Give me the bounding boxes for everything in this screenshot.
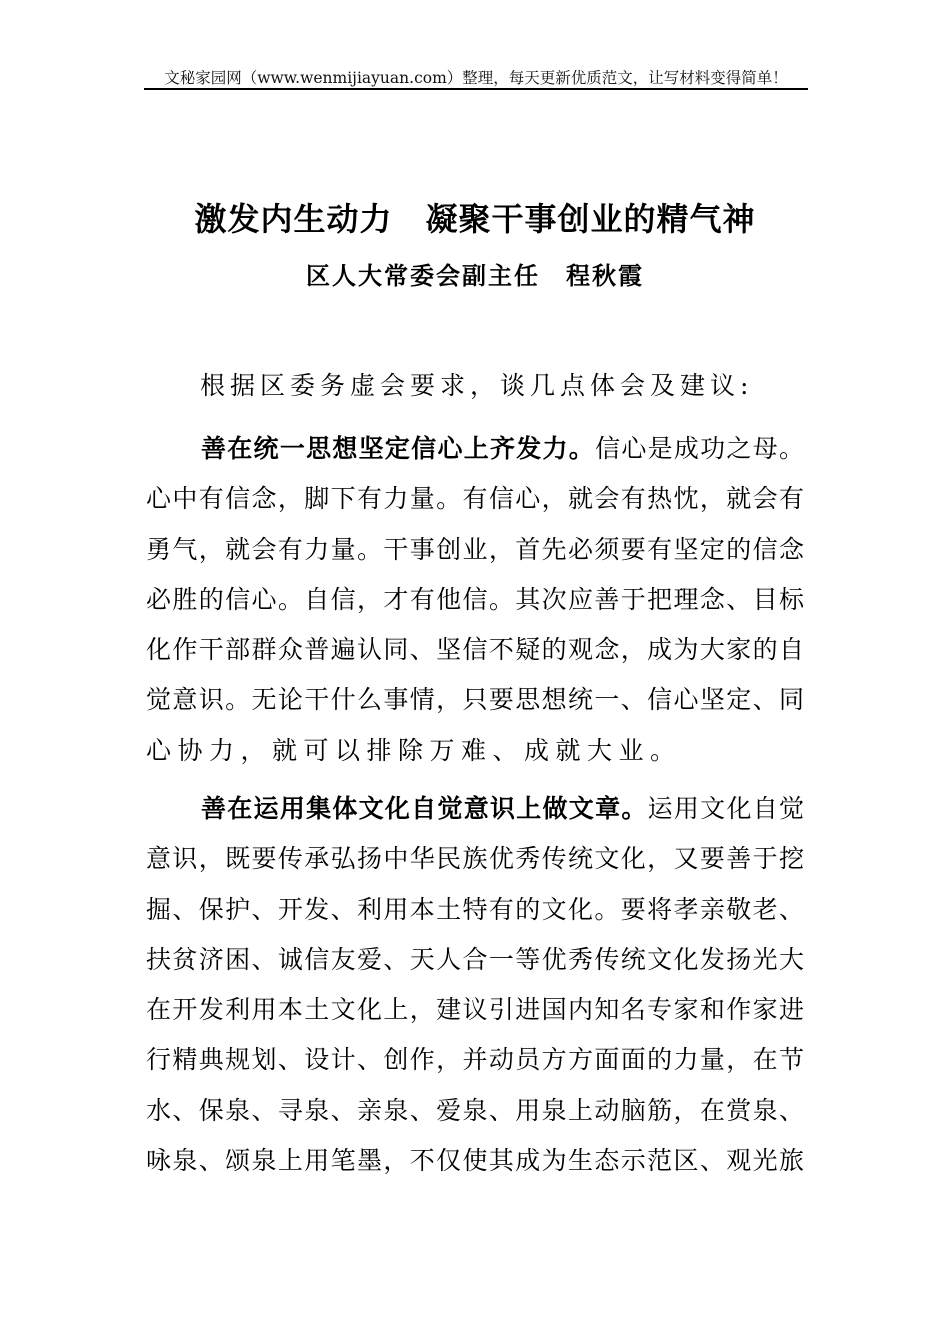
header-banner: 文秘家园网（www.wenmijiayuan.com）整理，每天更新优质范文，让写材料变得简单！ — [164, 69, 788, 87]
paragraph-first-line — [146, 424, 804, 474]
paragraph-first-line — [146, 784, 804, 834]
paragraph-text: 运用文化自觉 — [647, 794, 804, 823]
paragraph-line: 水、保泉、寻泉、亲泉、爱泉、用泉上动脑筋，在赏泉、 — [146, 1095, 804, 1125]
paragraph-line: 咏泉、颂泉上用笔墨，不仅使其成为生态示范区、观光旅 — [146, 1146, 804, 1176]
document-title: 激发内生动力 凝聚干事创业的精气神 — [194, 200, 756, 238]
document-byline: 区人大常委会副主任 程秋霞 — [306, 261, 644, 290]
paragraph-line: 心协力，就可以排除万难、成就大业。 — [146, 735, 682, 765]
paragraph-1 — [146, 424, 804, 776]
paragraph-line: 行精典规划、设计、创作，并动员方方面面的力量，在节 — [146, 1045, 804, 1075]
paragraph-line: 觉意识。无论干什么事情，只要思想统一、信心坚定、同 — [146, 685, 804, 715]
paragraph-heading: 善在统一思想坚定信心上齐发力。 — [201, 434, 596, 463]
paragraph-heading: 善在运用集体文化自觉意识上做文章。 — [201, 794, 648, 823]
paragraph-line: 扶贫济困、诚信友爱、天人合一等优秀传统文化发扬光大 — [146, 944, 804, 974]
paragraph-2 — [146, 784, 804, 1186]
paragraph-line: 心中有信念，脚下有力量。有信心，就会有热忱，就会有 — [146, 484, 804, 514]
paragraph-line: 必胜的信心。自信，才有他信。其次应善于把理念、目标 — [146, 584, 804, 614]
paragraph-line: 化作干部群众普遍认同、坚信不疑的观念，成为大家的自 — [146, 635, 804, 665]
paragraph-line: 在开发利用本土文化上，建议引进国内知名专家和作家进 — [146, 995, 804, 1025]
paragraph-line: 勇气，就会有力量。干事创业，首先必须要有坚定的信念 — [146, 534, 804, 564]
paragraph-line: 意识，既要传承弘扬中华民族优秀传统文化，又要善于挖 — [146, 844, 804, 874]
header-rule — [144, 88, 808, 90]
paragraph-text: 信心是成功之母。 — [595, 434, 804, 463]
intro-paragraph: 根据区委务虚会要求，谈几点体会及建议: — [200, 371, 754, 400]
paragraph-line: 掘、保护、开发、利用本土特有的文化。要将孝亲敬老、 — [146, 894, 804, 924]
